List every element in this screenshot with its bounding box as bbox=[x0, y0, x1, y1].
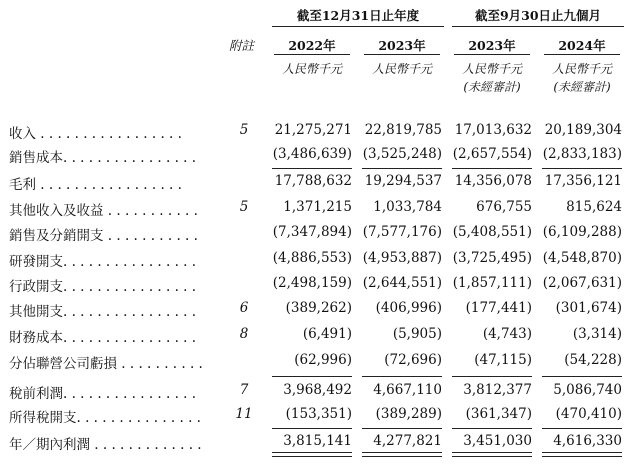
row-value-col2: 19,294,537 bbox=[364, 173, 442, 189]
row-value-col2: (406,996) bbox=[375, 300, 442, 316]
subtotal-rule bbox=[272, 428, 352, 429]
row-value-col1: (62,996) bbox=[294, 352, 352, 368]
row-value-col3: 17,013,632 bbox=[454, 122, 532, 138]
total-double-rule bbox=[542, 452, 622, 453]
row-value-col2: (2,644,551) bbox=[362, 275, 442, 291]
subtotal-rule bbox=[272, 168, 352, 169]
row-value-col3: (47,115) bbox=[474, 352, 532, 368]
year-underline-1 bbox=[274, 54, 350, 55]
row-value-col4: (2,833,183) bbox=[542, 146, 622, 162]
row-value-col4: (54,228) bbox=[564, 352, 622, 368]
row-label: 財務成本. . . . . . . . . . . . . . . . bbox=[9, 330, 197, 346]
subtotal-rule bbox=[452, 376, 532, 377]
row-note: 5 bbox=[239, 122, 249, 138]
row-value-col4: (6,109,288) bbox=[542, 224, 622, 240]
row-note: 5 bbox=[239, 199, 249, 215]
row-label: 銷售成本. . . . . . . . . . . . . . . . bbox=[9, 150, 197, 166]
col-audit-4: (未經審計) bbox=[553, 80, 611, 94]
subtotal-rule bbox=[452, 168, 532, 169]
group-header-fy: 截至12月31日止年度 bbox=[296, 8, 420, 23]
row-value-col2: 1,033,784 bbox=[373, 199, 442, 215]
row-value-col3: 3,812,377 bbox=[463, 382, 532, 398]
row-value-col3: (4,743) bbox=[482, 326, 532, 342]
total-double-rule bbox=[362, 452, 442, 453]
row-value-col3: (177,441) bbox=[465, 300, 532, 316]
row-note: 11 bbox=[235, 406, 253, 422]
row-value-col3: (3,725,495) bbox=[452, 250, 532, 266]
total-double-rule bbox=[272, 452, 352, 453]
row-value-col2: 4,667,110 bbox=[373, 382, 442, 398]
row-value-col4: (3,314) bbox=[572, 326, 622, 342]
year-underline-4 bbox=[544, 54, 620, 55]
row-value-col1: (389,262) bbox=[285, 300, 352, 316]
row-value-col1: 21,275,271 bbox=[274, 122, 352, 138]
row-note: 7 bbox=[239, 382, 249, 398]
row-value-col2: (3,525,248) bbox=[362, 146, 442, 162]
total-double-rule bbox=[542, 456, 622, 457]
row-value-col4: (2,067,631) bbox=[542, 275, 622, 291]
row-label: 毛利 . . . . . . . . . . . . . . . . . bbox=[9, 177, 182, 193]
row-note: 8 bbox=[239, 326, 249, 342]
subtotal-rule bbox=[362, 168, 442, 169]
row-value-col1: 17,788,632 bbox=[274, 173, 352, 189]
note-column-header: 附註 bbox=[229, 38, 255, 53]
row-value-col3: (5,408,551) bbox=[452, 224, 532, 240]
row-value-col2: (4,953,887) bbox=[362, 250, 442, 266]
group-underline-fy bbox=[272, 26, 444, 27]
row-value-col4: 4,616,330 bbox=[553, 433, 622, 449]
subtotal-rule bbox=[362, 428, 442, 429]
row-value-col4: 17,356,121 bbox=[544, 173, 622, 189]
subtotal-rule bbox=[452, 428, 532, 429]
row-note: 6 bbox=[239, 300, 249, 316]
row-value-col1: 3,968,492 bbox=[283, 382, 352, 398]
row-value-col2: (5,905) bbox=[392, 326, 442, 342]
col-unit-3: 人民幣千元 bbox=[461, 62, 522, 76]
year-underline-2 bbox=[364, 54, 440, 55]
subtotal-rule bbox=[542, 168, 622, 169]
col-unit-2: 人民幣千元 bbox=[371, 62, 432, 76]
row-label: 行政開支. . . . . . . . . . . . . . . . bbox=[9, 279, 197, 295]
row-value-col4: (470,410) bbox=[555, 406, 622, 422]
row-label: 分佔聯營公司虧損 . . . . . . . . . . bbox=[9, 356, 203, 372]
row-value-col4: 20,189,304 bbox=[544, 122, 622, 138]
group-header-9m: 截至9月30日止九個月 bbox=[474, 8, 602, 23]
row-value-col4: 5,086,740 bbox=[553, 382, 622, 398]
row-value-col4: 815,624 bbox=[566, 199, 622, 215]
row-value-col1: 1,371,215 bbox=[283, 199, 352, 215]
row-label: 稅前利潤. . . . . . . . . . . . . . . . bbox=[9, 386, 197, 402]
subtotal-rule bbox=[542, 376, 622, 377]
row-value-col4: (4,548,870) bbox=[542, 250, 622, 266]
row-value-col3: (1,857,111) bbox=[452, 275, 532, 291]
col-year-3: 2023年 bbox=[468, 38, 516, 53]
col-unit-4: 人民幣千元 bbox=[551, 62, 612, 76]
row-value-col2: 4,277,821 bbox=[373, 433, 442, 449]
row-value-col1: (3,486,639) bbox=[272, 146, 352, 162]
row-value-col2: 22,819,785 bbox=[364, 122, 442, 138]
col-year-2: 2023年 bbox=[378, 38, 426, 53]
total-double-rule bbox=[452, 456, 532, 457]
total-double-rule bbox=[362, 456, 442, 457]
row-value-col2: (72,696) bbox=[384, 352, 442, 368]
row-label: 收入 . . . . . . . . . . . . . . . . . bbox=[9, 126, 182, 142]
row-value-col3: 14,356,078 bbox=[454, 173, 532, 189]
row-value-col3: (361,347) bbox=[465, 406, 532, 422]
col-year-4: 2024年 bbox=[558, 38, 606, 53]
row-value-col1: (7,347,894) bbox=[272, 224, 352, 240]
row-label: 研發開支. . . . . . . . . . . . . . . . bbox=[9, 254, 197, 270]
row-label: 所得稅開支. . . . . . . . . . . . . . . bbox=[9, 410, 201, 426]
row-value-col1: (2,498,159) bbox=[272, 275, 352, 291]
row-value-col1: 3,815,141 bbox=[283, 433, 352, 449]
subtotal-rule bbox=[362, 376, 442, 377]
row-label: 年／期內利潤 . . . . . . . . . . . . . bbox=[9, 437, 202, 453]
total-double-rule bbox=[272, 456, 352, 457]
row-value-col1: (6,491) bbox=[302, 326, 352, 342]
total-double-rule bbox=[452, 452, 532, 453]
col-year-1: 2022年 bbox=[288, 38, 336, 53]
subtotal-rule bbox=[272, 376, 352, 377]
row-value-col2: (389,289) bbox=[375, 406, 442, 422]
row-value-col1: (153,351) bbox=[285, 406, 352, 422]
subtotal-rule bbox=[542, 428, 622, 429]
row-label: 其他收入及收益 . . . . . . . . . . . bbox=[9, 203, 198, 219]
row-value-col1: (4,886,553) bbox=[272, 250, 352, 266]
row-value-col2: (7,577,176) bbox=[362, 224, 442, 240]
row-label: 銷售及分銷開支 . . . . . . . . . . . bbox=[9, 228, 198, 244]
col-unit-1: 人民幣千元 bbox=[281, 62, 342, 76]
year-underline-3 bbox=[454, 54, 530, 55]
row-value-col4: (301,674) bbox=[555, 300, 622, 316]
row-value-col3: (2,657,554) bbox=[452, 146, 532, 162]
row-value-col3: 3,451,030 bbox=[463, 433, 532, 449]
group-underline-9m bbox=[452, 26, 624, 27]
col-audit-3: (未經審計) bbox=[463, 80, 521, 94]
row-value-col3: 676,755 bbox=[476, 199, 532, 215]
row-label: 其他開支. . . . . . . . . . . . . . . . bbox=[9, 304, 197, 320]
